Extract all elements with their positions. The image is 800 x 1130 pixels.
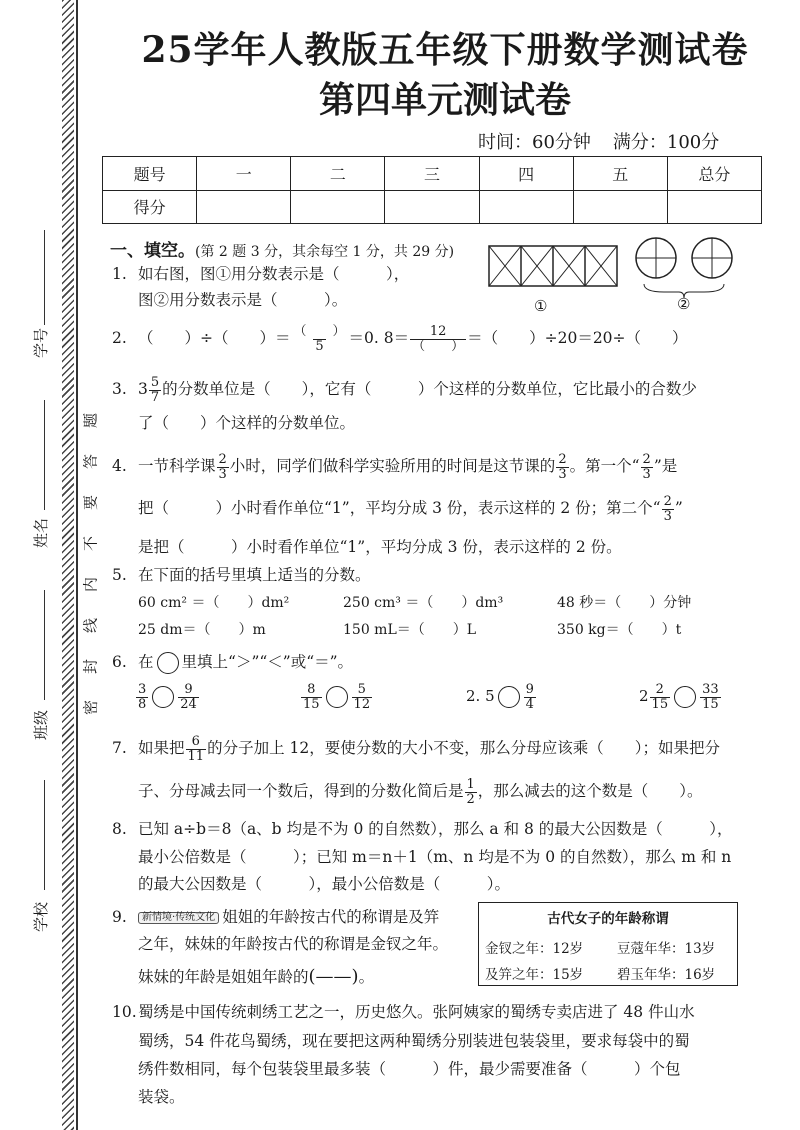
question-7 xyxy=(112,735,720,763)
fraction xyxy=(136,683,148,711)
compare-2 xyxy=(300,683,373,711)
question-4-line3: 是把（ ）小时看作单位“1”，平均分成 3 份，表示这样的 2 份。 xyxy=(138,538,622,556)
section-heading: 一、填空。 xyxy=(110,241,195,261)
figure-1 xyxy=(488,245,618,315)
score-cell[interactable] xyxy=(197,190,291,224)
question-number: 8. xyxy=(112,820,127,838)
question-text: ，那么减去的这个数是（ ）。 xyxy=(477,782,703,801)
culture-cell: 金钗之年：12岁 xyxy=(485,941,584,957)
fraction xyxy=(149,376,161,404)
seal-char: 答 xyxy=(81,454,100,470)
frac-num: 2 xyxy=(655,682,664,697)
frac-den: 5 xyxy=(315,338,324,354)
fraction xyxy=(292,325,348,353)
q5-item: 250 cm³ ＝（ ）dm³ xyxy=(343,595,504,611)
question-text: 在下面的括号里填上适当的分数。 xyxy=(138,566,371,584)
section-title xyxy=(110,236,454,261)
frac-den: 3 xyxy=(663,508,672,524)
q5-item: 150 mL＝（ ）L xyxy=(343,622,477,638)
question-4-line2 xyxy=(138,495,683,523)
frac-den: 15 xyxy=(651,696,669,712)
question-number: 5. xyxy=(112,566,127,584)
seal-char: 不 xyxy=(81,536,100,552)
question-6 xyxy=(112,652,353,674)
fraction xyxy=(662,495,674,523)
q5-item: 25 dm＝（ ）m xyxy=(138,622,266,638)
question-number: 7. xyxy=(112,739,127,758)
seal-char: 密 xyxy=(81,700,100,716)
banji-field[interactable] xyxy=(44,590,45,700)
fraction xyxy=(700,683,721,711)
answer-blank[interactable]: (——) xyxy=(308,966,359,987)
question-10 xyxy=(112,1005,695,1021)
culture-cell: 豆蔻年华：13岁 xyxy=(617,941,716,957)
frac-den: 4 xyxy=(525,696,534,712)
xuehao-field[interactable] xyxy=(44,230,45,325)
score-table xyxy=(102,156,762,224)
question-text: 已知 a÷b＝8（a、b 均是不为 0 的自然数），那么 a 和 8 的最大公因数是（ ）， xyxy=(138,820,733,838)
section-note: (第 2 题 3 分，其余每空 1 分，共 29 分) xyxy=(195,244,455,260)
question-1 xyxy=(112,267,409,283)
figure-2-label: ② xyxy=(677,295,691,313)
mixed-int: 2 xyxy=(639,687,649,706)
fraction xyxy=(217,453,229,481)
score-header-cell: 题号 xyxy=(103,157,197,191)
question-number: 10. xyxy=(112,1003,137,1021)
score-header-cell: 二 xyxy=(291,157,385,191)
seal-char: 要 xyxy=(81,495,100,511)
mixed-int: 3 xyxy=(138,380,148,399)
compare-1 xyxy=(135,683,200,711)
side-label-banji: 班级 xyxy=(32,709,50,740)
frac-den: 2 xyxy=(466,791,475,807)
question-text: ＝0. 8＝ xyxy=(348,329,410,348)
compare-circle[interactable] xyxy=(326,686,348,708)
frac-num: 2 xyxy=(642,452,651,467)
question-text: ＝（ ）÷20＝20÷（ ） xyxy=(467,329,688,348)
question-text: 。 xyxy=(358,968,375,986)
question-text: 一节科学课 xyxy=(138,457,216,476)
frac-den: 15 xyxy=(702,696,719,712)
question-text: 姐姐的年龄按古代的称谓是及笄 xyxy=(222,908,440,926)
question-8-line3: 的最大公因数是（ ），最小公倍数是（ ）。 xyxy=(138,875,511,893)
frac-den: 15 xyxy=(303,696,320,712)
xuexiao-field[interactable] xyxy=(44,780,45,890)
frac-den: 8 xyxy=(138,696,147,712)
figure-2 xyxy=(634,236,744,315)
culture-info-box xyxy=(478,902,738,986)
fraction xyxy=(352,683,373,711)
question-text: ”是 xyxy=(653,457,678,476)
frac-num: 1 xyxy=(466,777,475,792)
side-label-xuexiao: 学校 xyxy=(32,901,50,932)
compare-3 xyxy=(466,683,537,711)
fraction xyxy=(465,778,477,806)
binding-line xyxy=(76,0,78,1130)
frac-num: （ ） xyxy=(293,324,346,339)
question-text: ” xyxy=(674,499,683,518)
question-text: 把（ ）小时看作单位“1”，平均分成 3 份，表示这样的 2 份；第二个“ xyxy=(138,499,661,518)
seal-char: 题 xyxy=(81,413,100,429)
score-cell[interactable] xyxy=(573,190,667,224)
question-number: 1. xyxy=(112,265,127,283)
score-row-label: 得分 xyxy=(103,190,197,224)
xingming-field[interactable] xyxy=(44,400,45,510)
culture-cell: 及笄之年：15岁 xyxy=(485,967,584,983)
tag-text: 新情境 xyxy=(142,912,172,923)
question-text: 子、分母减去同一个数后，得到的分数化简后是 xyxy=(138,782,464,801)
frac-num: 5 xyxy=(357,682,366,697)
frac-den: 12 xyxy=(353,696,371,712)
frac-num: 2 xyxy=(663,494,672,509)
question-number: 2. xyxy=(112,329,127,348)
question-8 xyxy=(112,822,733,838)
frac-den: 24 xyxy=(180,696,197,712)
fraction xyxy=(410,325,466,353)
frac-num: 9 xyxy=(184,682,193,697)
question-10-line4: 装袋。 xyxy=(138,1088,185,1106)
question-text: （ ）÷（ ）＝ xyxy=(138,329,291,348)
question-3-line2: 了（ ）个这样的分数单位。 xyxy=(138,414,356,432)
score-header-cell: 四 xyxy=(479,157,573,191)
question-text: 的分数单位是（ ），它有（ ）个这样的分数单位，它比最小的合数少 xyxy=(162,380,697,399)
frac-den: 7 xyxy=(150,389,160,405)
culture-box-title: 古代女子的年龄称谓 xyxy=(547,911,669,927)
score-cell[interactable] xyxy=(385,190,479,224)
score-header-cell: 一 xyxy=(197,157,291,191)
seal-char: 线 xyxy=(81,618,100,634)
question-text: 的分子加上 12，要使分数的大小不变，那么分母应该乘（ ）；如果把分 xyxy=(207,739,720,758)
culture-cell: 碧玉年华：16岁 xyxy=(617,967,716,983)
question-text: 里填上“＞”“＜”或“＝”。 xyxy=(181,653,354,671)
question-number: 9. xyxy=(112,908,127,926)
fraction xyxy=(650,683,671,711)
exam-time: 时间：60分钟 xyxy=(478,132,591,153)
frac-num: 9 xyxy=(525,682,534,697)
tag-text: 传统文化 xyxy=(175,912,216,923)
tag-new-context: 新情境·传统文化 xyxy=(138,912,219,924)
frac-num: 3 xyxy=(138,682,147,697)
side-label-xingming: 姓名 xyxy=(32,517,50,548)
score-header-cell: 三 xyxy=(385,157,479,191)
question-3 xyxy=(112,376,697,404)
question-1-line2: 图②用分数表示是（ ）。 xyxy=(138,291,348,309)
question-10-line2: 蜀绣，54 件花鸟蜀绣，现在要把这两种蜀绣分别装进包装袋里，要求每袋中的蜀 xyxy=(138,1032,690,1050)
frac-num: 6 xyxy=(191,734,200,749)
frac-den: 11 xyxy=(187,748,205,764)
question-text: 。第一个“ xyxy=(569,457,640,476)
fraction xyxy=(556,453,568,481)
seal-char: 封 xyxy=(81,659,100,675)
compare-4 xyxy=(639,683,722,711)
side-label-xuehao: 学号 xyxy=(32,327,50,358)
figure-1-boxes xyxy=(488,245,618,290)
fraction xyxy=(524,683,536,711)
question-10-line3: 绣件数相同，每个包装袋里最多装（ ）件，最少需要准备（ ）个包 xyxy=(138,1060,681,1078)
frac-den: 3 xyxy=(558,466,567,482)
score-cell[interactable] xyxy=(291,190,385,224)
question-text: 如果把 xyxy=(138,739,185,758)
fraction xyxy=(301,683,322,711)
question-2 xyxy=(112,325,688,353)
frac-num: 12 xyxy=(429,324,447,339)
q5-item: 60 cm² ＝（ ）dm² xyxy=(138,595,290,611)
compare-circle[interactable] xyxy=(152,686,174,708)
question-text: 在 xyxy=(138,653,154,671)
frac-num: 2 xyxy=(218,452,227,467)
compare-circle[interactable] xyxy=(498,686,520,708)
figure-1-label: ① xyxy=(534,297,548,315)
question-text: 小时，同学们做科学实验所用的时间是这节课的 xyxy=(229,457,556,476)
q5-item: 350 kg＝（ ）t xyxy=(557,622,682,638)
frac-num: 5 xyxy=(150,375,160,390)
fraction xyxy=(186,735,207,763)
frac-den: 3 xyxy=(218,466,227,482)
decimal: 2. 5 xyxy=(466,687,495,706)
q5-item: 48 秒＝（ ）分钟 xyxy=(557,595,692,611)
score-cell[interactable] xyxy=(667,190,761,224)
question-number: 4. xyxy=(112,457,127,476)
question-9 xyxy=(112,910,439,926)
blank-circle[interactable] xyxy=(157,652,179,674)
page-title: 25学年人教版五年级下册数学测试卷 xyxy=(141,29,749,71)
question-7-line2 xyxy=(138,778,703,806)
score-header-cell: 五 xyxy=(573,157,667,191)
question-9-line2: 之年，妹妹的年龄按古代的称谓是金钗之年。 xyxy=(138,935,449,953)
question-9-line3 xyxy=(138,968,374,986)
compare-circle[interactable] xyxy=(674,686,696,708)
fraction xyxy=(641,453,653,481)
question-text: 蜀绣是中国传统刺绣工艺之一，历史悠久。张阿姨家的蜀绣专卖店进了 48 件山水 xyxy=(138,1003,695,1021)
page-subtitle: 第四单元测试卷 xyxy=(318,79,571,121)
fraction xyxy=(178,683,199,711)
frac-num: 33 xyxy=(702,682,719,697)
score-cell[interactable] xyxy=(479,190,573,224)
question-5 xyxy=(112,568,371,584)
frac-num: 8 xyxy=(307,682,316,697)
question-text: 妹妹的年龄是姐姐年龄的 xyxy=(138,968,309,986)
seal-char: 内 xyxy=(81,577,100,593)
binding-hatch xyxy=(62,0,74,1130)
question-number: 3. xyxy=(112,380,127,399)
frac-num: 2 xyxy=(558,452,567,467)
frac-den: （ ） xyxy=(412,338,465,354)
exam-full-score: 满分：100分 xyxy=(612,132,720,153)
score-header-cell: 总分 xyxy=(667,157,761,191)
seal-warning xyxy=(80,410,100,718)
question-8-line2: 最小公倍数是（ ）；已知 m＝n＋1（m、n 均是不为 0 的自然数），那么 m 和 n xyxy=(138,848,732,866)
question-text: 如右图，图①用分数表示是（ ）， xyxy=(138,265,410,283)
question-4 xyxy=(112,453,677,481)
frac-den: 3 xyxy=(642,466,651,482)
question-number: 6. xyxy=(112,653,127,671)
exam-info xyxy=(478,128,719,154)
